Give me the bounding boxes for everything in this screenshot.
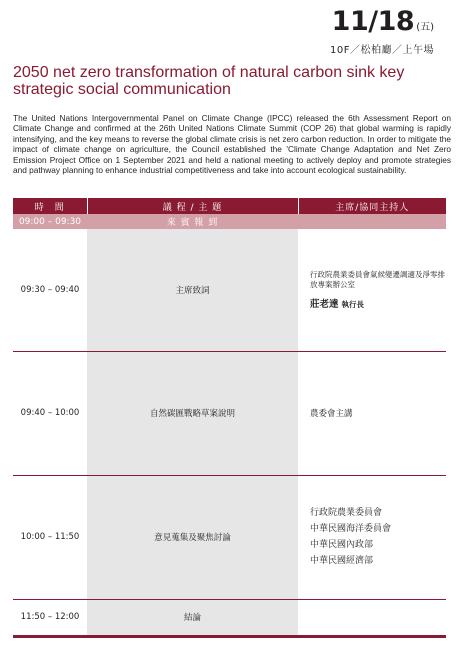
host-name: 莊老達 [310, 298, 339, 310]
row-time: 10:00 – 11:50 [13, 475, 87, 599]
row-host [298, 475, 446, 599]
table-row [13, 351, 446, 475]
row-time: 09:00 – 09:30 [13, 214, 87, 229]
host-title: 執行長 [341, 299, 365, 309]
schedule-table [13, 198, 446, 638]
row-topic: 結論 [87, 599, 298, 636]
weekday: (五) [416, 22, 434, 33]
host-name-line [310, 296, 446, 310]
date-line [330, 6, 434, 37]
session-intro: The United Nations Intergovernmental Panel on Climate Change (IPCC) released the 6th Assessment Report on Climate Change and confirmed at the 26th United Nations Climate Summit (COP 26) that global warming is rapidly intensifying, and the key means to reverse the global climate crisis is net zero carbon reduction. In order to mitigate the impact of climate change on agriculture, the Council established the 'Climate Change Adaptation and Net Zero Emission Project Office on 1 September 2021 and held a national meeting to actively deploy and promote strategies and pathway planning to enhance industrial competitiveness and take into account ecological sustainability. [13, 113, 451, 176]
row-topic: 主席致詞 [87, 229, 298, 351]
host-organization: 行政院農業委員會氣候變遷調適及淨零排放專案辦公室 [310, 269, 445, 290]
host-line: 行政院農業委員會 [310, 508, 383, 518]
row-host [298, 229, 446, 351]
row-topic: 意見蒐集及聚焦討論 [87, 475, 298, 599]
date: 11/18 [331, 6, 415, 37]
header-topic: 議 程 / 主 題 [87, 198, 298, 214]
table-header-row [13, 198, 446, 214]
host-line: 中華民國海洋委員會 [310, 524, 392, 534]
table-row [13, 229, 446, 351]
venue: 10F／松柏廳／上午場 [330, 45, 434, 56]
row-time: 11:50 – 12:00 [13, 599, 87, 636]
row-host [298, 214, 446, 229]
table-row [13, 214, 446, 229]
row-topic: 來 賓 報 到 [87, 214, 298, 229]
table-row [13, 475, 446, 599]
row-host: 農委會主講 [298, 351, 446, 475]
date-block [330, 6, 434, 56]
session-title: 2050 net zero transformation of natural carbon sink key strategic social communication [13, 64, 405, 98]
header-host: 主席/協同主持人 [298, 198, 446, 214]
table-row [13, 599, 446, 636]
host-line: 中華民國內政部 [310, 540, 374, 550]
row-time: 09:40 – 10:00 [13, 351, 87, 475]
row-time: 09:30 – 09:40 [13, 229, 87, 351]
row-host [298, 599, 446, 636]
header-time: 時 間 [13, 198, 87, 214]
host-line: 中華民國經濟部 [310, 556, 374, 566]
row-topic: 自然碳匯戰略草案說明 [87, 351, 298, 475]
